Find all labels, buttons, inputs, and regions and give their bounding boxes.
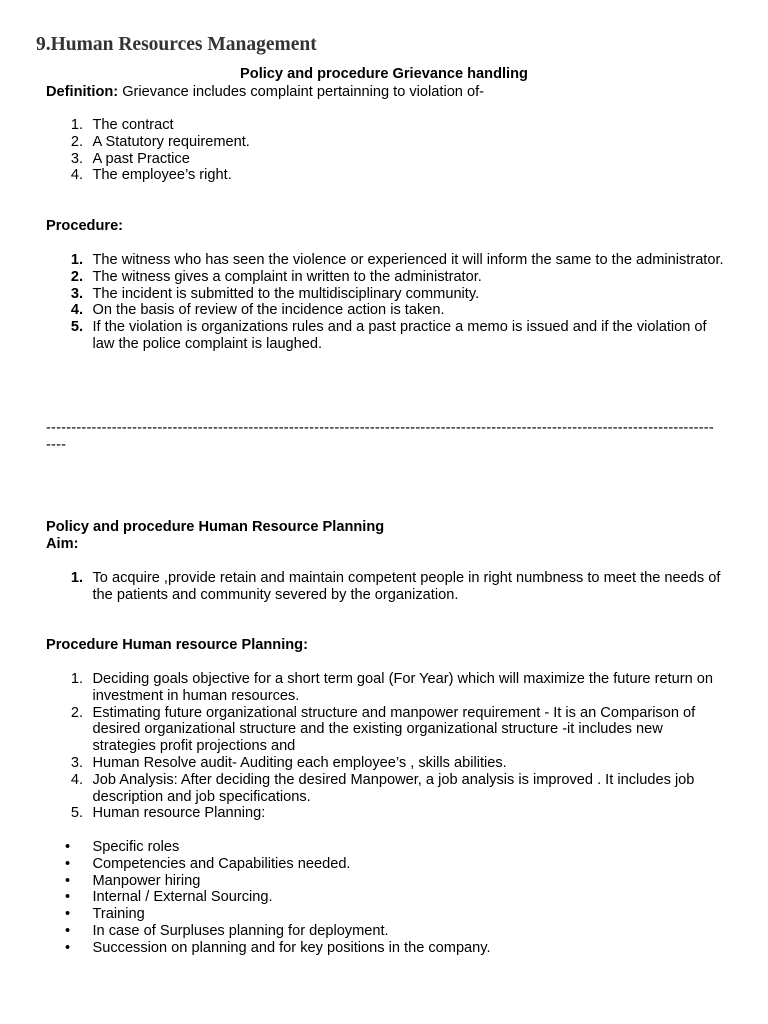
list-text: Deciding goals objective for a short term goal (For Year) which will maximize the future return on investment in human resources. <box>92 671 714 704</box>
list-item <box>46 906 726 923</box>
violation-list <box>46 117 726 184</box>
bullet-icon: • <box>65 906 71 923</box>
list-text: Manpower hiring <box>92 872 201 889</box>
list-item <box>46 269 726 286</box>
list-item <box>46 134 726 151</box>
list-item <box>46 889 726 906</box>
list-item <box>46 705 726 755</box>
list-item <box>46 151 726 168</box>
list-item <box>46 755 726 772</box>
list-item <box>46 167 726 184</box>
bullet-icon: • <box>65 922 71 939</box>
list-number: 4. <box>70 167 83 184</box>
list-item <box>46 873 726 890</box>
list-item <box>46 671 726 705</box>
list-text: The witness gives a complaint in written to the administrator. <box>92 268 482 285</box>
list-text: On the basis of review of the incidence action is taken. <box>92 302 445 319</box>
list-item <box>46 252 726 269</box>
list-number: 3. <box>70 150 83 167</box>
list-number: 2. <box>70 268 83 285</box>
procedure-heading: Procedure: <box>46 218 124 234</box>
list-text: In case of Surpluses planning for deployment. <box>92 922 389 939</box>
section-separator: ---------------------------------------------------------------------------------------------------------------------------------------- <box>46 420 714 453</box>
list-text: Human Resolve audit- Auditing each employee’s , skills abilities. <box>92 754 507 771</box>
definition-text: Grievance includes complaint pertainning to violation of- <box>118 84 485 100</box>
aim-list <box>46 570 726 604</box>
list-number: 4. <box>70 302 83 319</box>
list-number: 1. <box>70 671 83 687</box>
list-number: 3. <box>70 285 83 302</box>
list-text: A past Practice <box>92 150 190 167</box>
list-number: 1. <box>70 252 83 268</box>
bullet-icon: • <box>65 939 71 956</box>
document-title: 9.Human Resources Management <box>36 34 317 55</box>
aim-label: Aim: <box>46 536 79 552</box>
list-text: Job Analysis: After deciding the desired Manpower, a job analysis is improved . It includes job description and job specifications. <box>92 771 695 805</box>
list-item <box>46 923 726 940</box>
list-number: 2. <box>70 704 83 721</box>
list-text: To acquire ,provide retain and maintain competent people in right numbness to meet the needs of the patients and community severed by the organization. <box>92 570 721 603</box>
list-item <box>46 286 726 303</box>
list-text: Succession on planning and for key positions in the company. <box>92 939 491 956</box>
bullet-icon: • <box>65 872 71 889</box>
planning-procedure-heading: Procedure Human resource Planning: <box>46 637 308 653</box>
list-item <box>46 117 726 134</box>
list-text: The incident is submitted to the multidisciplinary community. <box>92 285 480 302</box>
list-text: A Statutory requirement. <box>92 133 250 150</box>
planning-bullet-list <box>46 839 726 957</box>
list-number: 5. <box>70 805 83 822</box>
list-item <box>46 319 726 353</box>
list-text: Estimating future organizational structure and manpower requirement - It is an Comparison of desired organizational structure and the existing organizational structure -it includes new strategies profit projections and <box>92 704 696 755</box>
planning-heading: Policy and procedure Human Resource Planning <box>46 519 385 535</box>
list-text: Training <box>92 906 145 923</box>
list-text: The witness who has seen the violence or experienced it will inform the same to the administrator. <box>92 252 724 268</box>
bullet-icon: • <box>65 889 71 906</box>
list-number: 2. <box>70 133 83 150</box>
list-number: 1. <box>70 117 83 133</box>
grievance-heading: Policy and procedure Grievance handling <box>240 66 528 82</box>
list-item <box>46 856 726 873</box>
bullet-icon: • <box>65 855 71 872</box>
list-text: The contract <box>92 117 174 133</box>
list-item <box>46 772 726 806</box>
list-number: 3. <box>70 754 83 771</box>
bullet-icon: • <box>65 839 71 855</box>
list-item <box>46 302 726 319</box>
definition-label: Definition: <box>46 84 119 100</box>
list-number: 1. <box>70 570 83 586</box>
list-text: Internal / External Sourcing. <box>92 889 273 906</box>
list-item <box>46 940 726 957</box>
list-text: Specific roles <box>92 839 180 855</box>
grievance-procedure-list <box>46 252 726 353</box>
list-text: Competencies and Capabilities needed. <box>92 855 351 872</box>
list-text: Human resource Planning: <box>92 805 266 822</box>
list-text: If the violation is organizations rules and a past practice a memo is issued and if the violation of law the police complaint is laughed. <box>92 319 707 352</box>
definition-line <box>46 84 484 101</box>
planning-procedure-list <box>46 671 726 822</box>
list-text: The employee’s right. <box>92 167 232 184</box>
list-item <box>46 570 726 604</box>
list-number: 5. <box>70 319 83 336</box>
list-item <box>46 805 726 822</box>
list-number: 4. <box>70 771 83 788</box>
list-item <box>46 839 726 856</box>
